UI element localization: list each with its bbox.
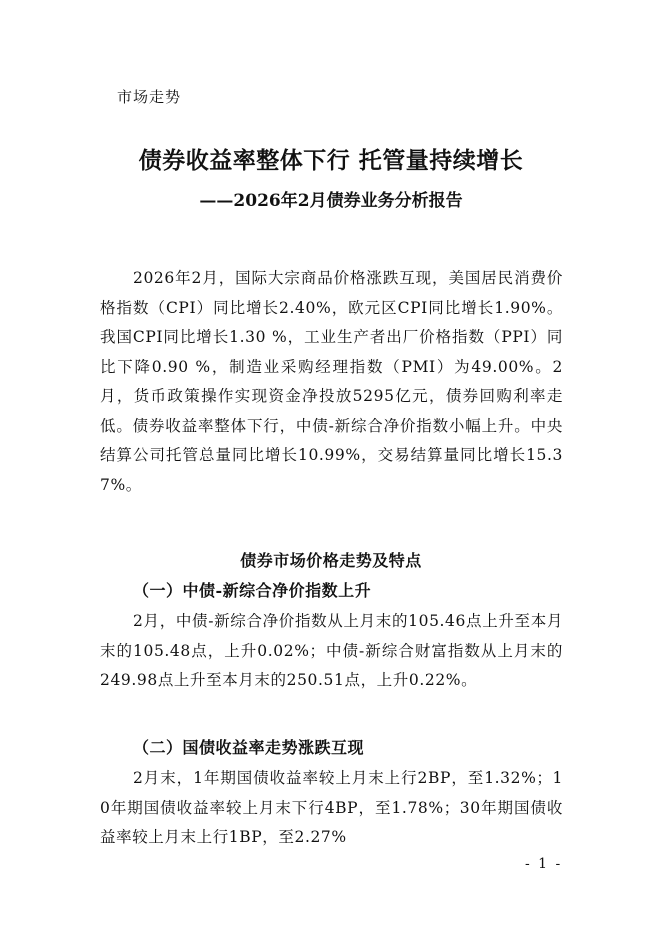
treasury-yield-paragraph: 2月末，1年期国债收益率较上月末上行2BP，至1.32%；10年期国债收益率较上月末下行4BP，至1.78%；30年期国债收益率较上月末上行1BP，至2.27% — [100, 769, 563, 846]
index-paragraph: 2月，中债-新综合净价指数从上月末的105.46点上升至本月末的105.48点，上升0.02%；中债-新综合财富指数从上月末的249.98点上升至本月末的250.51点，上升0.22%。 — [100, 612, 563, 689]
subheading-treasury-yield: （二）国债收益率走势涨跌互现 — [133, 738, 365, 757]
section-tag: 市场走势 — [117, 88, 182, 106]
intro-paragraph: 2026年2月，国际大宗商品价格涨跌互现，美国居民消费价格指数（CPI）同比增长2.40%，欧元区CPI同比增长1.90%。我国CPI同比增长1.30 %，工业生产者出厂价格指数（PPI）同比下降0.90 %，制造业采购经理指数（PMI）为49.00%。2月，货币政策操作实现资金净投放5295亿元，债券回购利率走低。债券收益率整体下行，中债-新综合净价指数小幅上升。中央结算公司托管总量同比增长10.99%，交易结算量同比增长15.37%。 — [100, 269, 563, 494]
subheading-index: （一）中债-新综合净价指数上升 — [133, 581, 372, 600]
market-section-heading: 债券市场价格走势及特点 — [240, 551, 422, 570]
page-subtitle: ——2026年2月债券业务分析报告 — [199, 191, 463, 211]
page-number: - 1 - — [525, 856, 563, 872]
page-title: 债券收益率整体下行 托管量持续增长 — [138, 147, 524, 174]
